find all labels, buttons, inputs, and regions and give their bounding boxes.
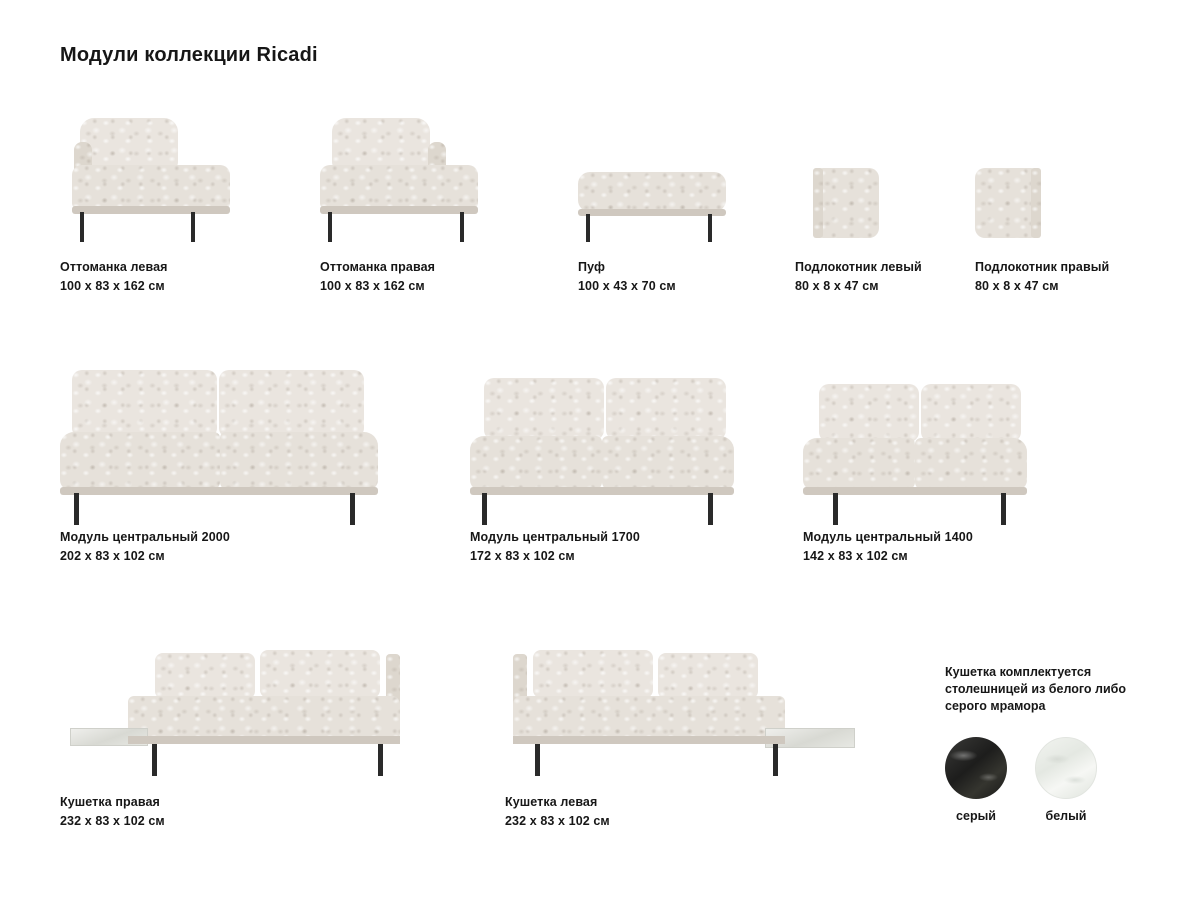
seat-base xyxy=(470,487,734,495)
leg xyxy=(191,212,195,242)
swatch-label: белый xyxy=(1045,809,1087,823)
swatch-white-icon xyxy=(1035,737,1097,799)
seat xyxy=(513,696,785,740)
product-name: Модуль центральный 2000 xyxy=(60,530,230,544)
product-central-1700[interactable] xyxy=(470,370,800,563)
swatch-label: серый xyxy=(956,809,996,823)
cushion-back-right xyxy=(921,384,1021,442)
product-name: Модуль центральный 1700 xyxy=(470,530,640,544)
swatch-grey-icon xyxy=(945,737,1007,799)
product-central-1400[interactable] xyxy=(803,370,1103,563)
leg xyxy=(535,744,540,776)
product-image-pouf xyxy=(578,110,768,260)
product-dimensions: 100 x 83 x 162 см xyxy=(320,279,425,293)
product-dimensions: 202 x 83 x 102 см xyxy=(60,549,165,563)
leg xyxy=(708,214,712,242)
product-image-central-1400 xyxy=(803,370,1103,530)
cushion-back-right xyxy=(219,370,364,438)
leg xyxy=(773,744,778,776)
product-dimensions: 100 x 43 x 70 см xyxy=(578,279,676,293)
armrest-edge xyxy=(813,168,823,238)
leg xyxy=(350,493,355,525)
cushion-back xyxy=(332,118,430,170)
product-name: Кушетка левая xyxy=(505,795,598,809)
product-name: Оттоманка правая xyxy=(320,260,436,274)
product-image-central-1700 xyxy=(470,370,800,530)
product-dimensions: 232 x 83 x 102 см xyxy=(60,814,165,828)
leg xyxy=(586,214,590,242)
product-daybed-right[interactable] xyxy=(60,640,480,828)
product-name: Пуф xyxy=(578,260,606,274)
product-dimensions: 142 x 83 x 102 см xyxy=(803,549,908,563)
armrest-edge xyxy=(1031,168,1041,238)
product-dimensions: 80 x 8 x 47 см xyxy=(975,279,1059,293)
seat xyxy=(320,165,478,209)
cushion-back-right xyxy=(260,650,380,698)
product-armrest-right[interactable] xyxy=(975,110,1145,293)
leg xyxy=(833,493,838,525)
product-armrest-left[interactable] xyxy=(795,110,965,293)
product-name: Подлокотник левый xyxy=(795,260,922,274)
product-image-central-2000 xyxy=(60,370,460,530)
product-ottoman-left[interactable] xyxy=(60,110,280,293)
seat-base xyxy=(72,206,230,214)
leg xyxy=(328,212,332,242)
marble-swatch-white[interactable] xyxy=(1035,737,1097,823)
seat-base xyxy=(60,487,378,495)
seat-left xyxy=(470,436,602,490)
cushion-back-right xyxy=(606,378,726,440)
product-image-armrest-right xyxy=(975,110,1145,260)
product-ottoman-right[interactable] xyxy=(320,110,540,293)
product-name: Модуль центральный 1400 xyxy=(803,530,973,544)
marble-swatch-grey[interactable] xyxy=(945,737,1007,823)
leg xyxy=(152,744,157,776)
product-image-ottoman-left xyxy=(60,110,280,260)
product-image-armrest-left xyxy=(795,110,965,260)
seat-right xyxy=(602,436,734,490)
seat-base xyxy=(513,736,785,744)
page-title: Модули коллекции Ricadi xyxy=(60,44,318,66)
product-name: Кушетка правая xyxy=(60,795,160,809)
seat xyxy=(578,172,726,212)
product-dimensions: 232 x 83 x 102 см xyxy=(505,814,610,828)
product-central-2000[interactable] xyxy=(60,370,460,563)
cushion-back-right xyxy=(658,653,758,699)
product-dimensions: 80 x 8 x 47 см xyxy=(795,279,879,293)
product-dimensions: 100 x 83 x 162 см xyxy=(60,279,165,293)
seat xyxy=(72,165,230,209)
marble-note: Кушетка комплектуется столешницей из белого либо серого мрамора xyxy=(945,665,1126,713)
product-image-daybed-right xyxy=(60,640,480,795)
cushion-back xyxy=(80,118,178,170)
seat-left xyxy=(803,438,915,490)
product-dimensions: 172 x 83 x 102 см xyxy=(470,549,575,563)
seat-right xyxy=(220,432,378,490)
seat-base xyxy=(320,206,478,214)
product-image-daybed-left xyxy=(505,640,925,795)
leg xyxy=(482,493,487,525)
seat-right xyxy=(915,438,1027,490)
seat-left xyxy=(60,432,220,490)
marble-swatch-list xyxy=(945,737,1145,823)
product-name: Подлокотник правый xyxy=(975,260,1110,274)
marble-info xyxy=(945,664,1145,823)
leg xyxy=(708,493,713,525)
product-name: Оттоманка левая xyxy=(60,260,168,274)
cushion-back-left xyxy=(155,653,255,699)
seat-base xyxy=(578,209,726,216)
product-image-ottoman-right xyxy=(320,110,540,260)
leg xyxy=(74,493,79,525)
seat xyxy=(128,696,400,740)
leg xyxy=(460,212,464,242)
product-daybed-left[interactable] xyxy=(505,640,925,828)
seat-base xyxy=(128,736,400,744)
armrest-panel xyxy=(975,168,1035,238)
leg xyxy=(80,212,84,242)
leg xyxy=(1001,493,1006,525)
product-pouf[interactable] xyxy=(578,110,768,293)
cushion-back-left xyxy=(819,384,919,442)
leg xyxy=(378,744,383,776)
cushion-back-left xyxy=(484,378,604,440)
cushion-back-left xyxy=(72,370,217,438)
armrest-panel xyxy=(819,168,879,238)
cushion-back-left xyxy=(533,650,653,698)
